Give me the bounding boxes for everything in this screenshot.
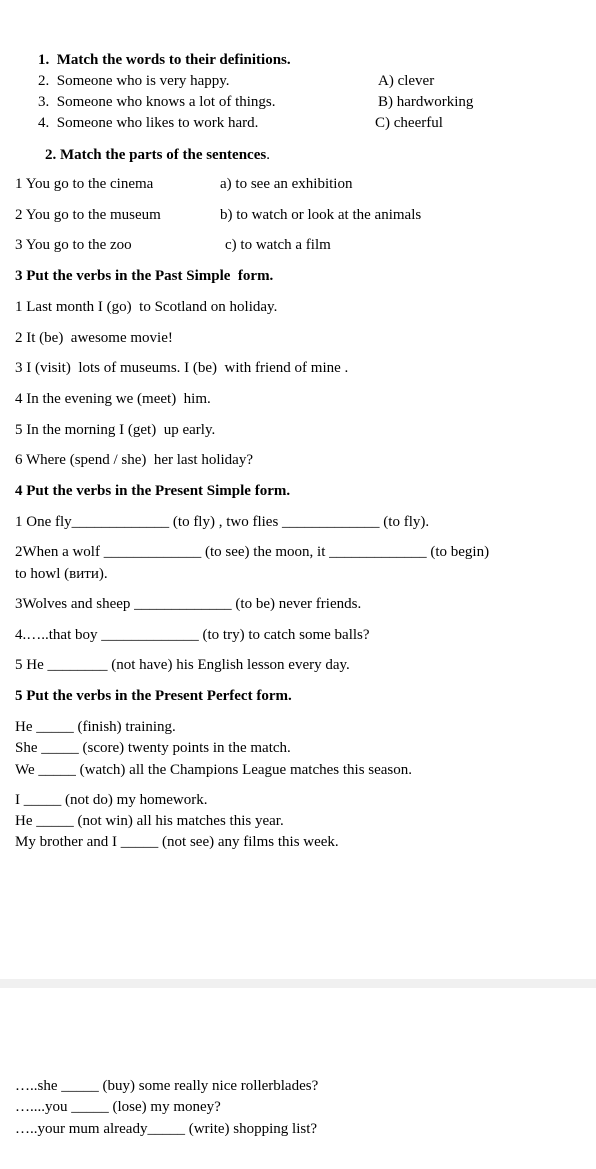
exercise-2-right-item: b) to watch or look at the animals (220, 207, 422, 223)
exercise-1-item: 3. Someone who knows a lot of things. (38, 94, 276, 110)
exercise-3-item: 3 I (visit) lots of museums. I (be) with friend of mine . (15, 360, 349, 376)
exercise-4-item: 4.…..that boy _____________ (to try) to catch some balls? (15, 627, 370, 643)
exercise-2-title: 2. Match the parts of the sentences (45, 147, 267, 163)
exercise-5-item: We _____ (watch) all the Champions League matches this season. (15, 762, 413, 778)
exercise-2-left-item: 2 You go to the museum (15, 207, 161, 223)
exercise-2-right-item: c) to watch a film (225, 237, 331, 253)
exercise-3-item: 4 In the evening we (meet) him. (15, 391, 211, 407)
exercise-1-option: C) cheerful (375, 115, 443, 131)
exercise-5-item: He _____ (finish) training. (15, 719, 176, 735)
page-separator (0, 979, 596, 988)
exercise-1-option: A) clever (378, 73, 435, 89)
exercise-6-item: …....you _____ (lose) my money? (15, 1099, 221, 1115)
exercise-2-left-item: 1 You go to the cinema (15, 176, 154, 192)
exercise-3-item: 5 In the morning I (get) up early. (15, 422, 216, 438)
exercise-3-item: 1 Last month I (go) to Scotland on holiday. (15, 299, 278, 315)
exercise-3-title: 3 Put the verbs in the Past Simple form. (15, 268, 274, 284)
exercise-2-left-item: 3 You go to the zoo (15, 237, 132, 253)
exercise-4-item-continuation: to howl (вити). (15, 566, 108, 582)
exercise-1-item: 2. Someone who is very happy. (38, 73, 230, 89)
exercise-1-option: B) hardworking (378, 94, 474, 110)
exercise-4-item: 3Wolves and sheep _____________ (to be) never friends. (15, 596, 362, 612)
exercise-1-title: 1. Match the words to their definitions. (38, 52, 291, 68)
exercise-2-heading (45, 146, 270, 164)
exercise-3-item: 6 Where (spend / she) her last holiday? (15, 452, 253, 468)
exercise-3-item: 2 It (be) awesome movie! (15, 330, 173, 346)
exercise-5-item: I _____ (not do) my homework. (15, 792, 208, 808)
exercise-5-item: She _____ (score) twenty points in the match. (15, 740, 291, 756)
exercise-4-title: 4 Put the verbs in the Present Simple form. (15, 483, 291, 499)
exercise-4-item: 5 He ________ (not have) his English lesson every day. (15, 657, 350, 673)
exercise-2-title-period: . (266, 147, 270, 163)
exercise-4-item: 2When a wolf _____________ (to see) the moon, it _____________ (to begin) (15, 544, 490, 560)
exercise-1-item: 4. Someone who likes to work hard. (38, 115, 259, 131)
exercise-6-item: …..your mum already_____ (write) shopping list? (15, 1121, 318, 1137)
exercise-5-item: He _____ (not win) all his matches this year. (15, 813, 284, 829)
exercise-4-item: 1 One fly_____________ (to fly) , two flies _____________ (to fly). (15, 514, 430, 530)
exercise-5-title: 5 Put the verbs in the Present Perfect form. (15, 688, 292, 704)
exercise-5-item: My brother and I _____ (not see) any films this week. (15, 834, 339, 850)
exercise-2-right-item: a) to see an exhibition (220, 176, 353, 192)
exercise-6-item: …..she _____ (buy) some really nice rollerblades? (15, 1078, 319, 1094)
